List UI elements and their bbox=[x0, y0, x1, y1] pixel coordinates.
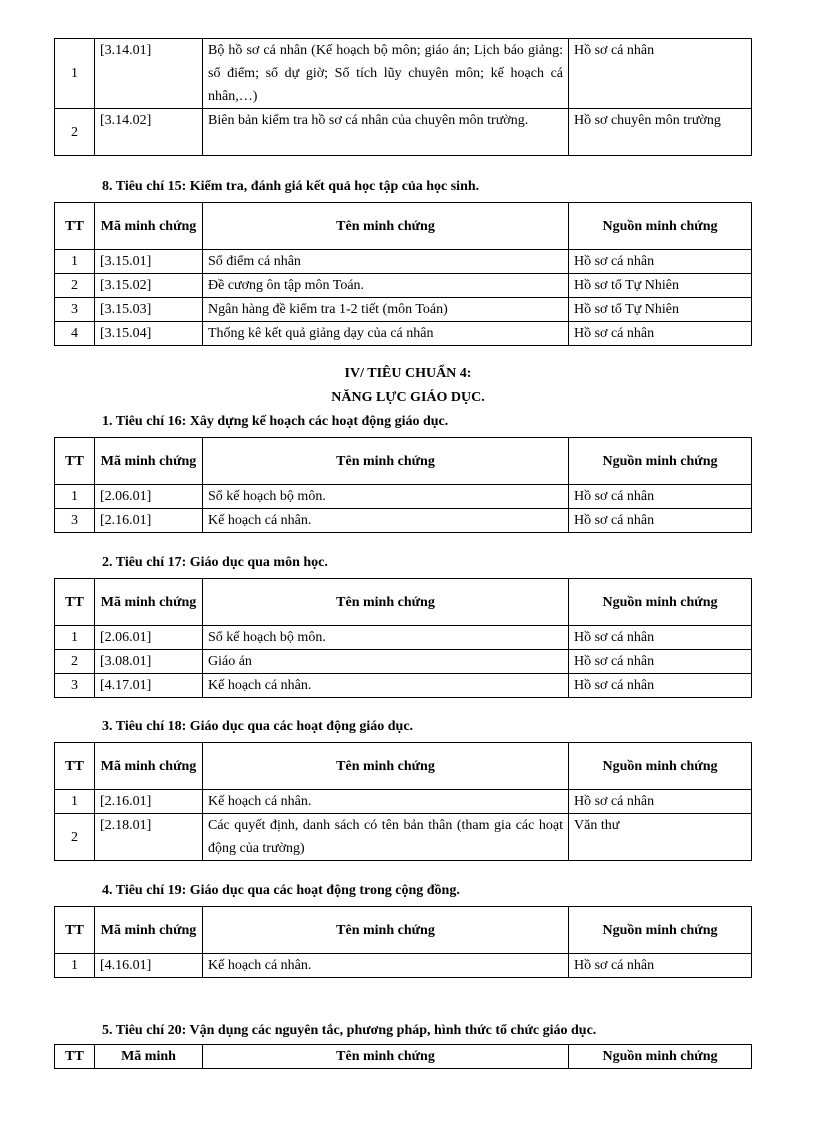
cell-code: [2.16.01] bbox=[95, 790, 203, 814]
cell-tt: 2 bbox=[55, 274, 95, 298]
cell-name: Sổ kế hoạch bộ môn. bbox=[203, 626, 569, 650]
cell-source: Hồ sơ cá nhân bbox=[569, 790, 752, 814]
header-tt: TT bbox=[55, 1045, 95, 1069]
table-row bbox=[55, 39, 752, 109]
cell-source: Hồ sơ cá nhân bbox=[569, 509, 752, 533]
cell-code: [3.15.04] bbox=[95, 322, 203, 346]
cell-code: [3.15.01] bbox=[95, 250, 203, 274]
header-code: Mã minh chứng bbox=[95, 438, 203, 485]
header-code: Mã minh bbox=[95, 1045, 203, 1069]
cell-code: [3.15.03] bbox=[95, 298, 203, 322]
cell-name: Kế hoạch cá nhân. bbox=[203, 674, 569, 698]
cell-tt: 1 bbox=[55, 250, 95, 274]
cell-tt: 3 bbox=[55, 509, 95, 533]
table-header-row bbox=[55, 579, 752, 626]
cell-tt: 2 bbox=[55, 814, 95, 861]
cell-tt: 2 bbox=[55, 109, 95, 156]
table-header-row bbox=[55, 203, 752, 250]
section-title-criterion-18: 3. Tiêu chí 18: Giáo dục qua các hoạt động giáo dục. bbox=[102, 719, 414, 734]
cell-tt: 1 bbox=[55, 790, 95, 814]
table-row bbox=[55, 509, 752, 533]
cell-source: Hồ sơ tổ Tự Nhiên bbox=[569, 298, 752, 322]
section-title-criterion-16: 1. Tiêu chí 16: Xây dựng kế hoạch các hoạt động giáo dục. bbox=[102, 414, 449, 429]
cell-name: Kế hoạch cá nhân. bbox=[203, 954, 569, 978]
cell-tt: 1 bbox=[55, 626, 95, 650]
cell-name: Bộ hồ sơ cá nhân (Kế hoạch bộ môn; giáo án; Lịch báo giảng: sổ điểm; sổ dự giờ; Sổ tích lũy chuyên môn; kế hoạch cá nhân,…) bbox=[203, 39, 569, 109]
table-row bbox=[55, 954, 752, 978]
cell-name: Biên bản kiểm tra hồ sơ cá nhân của chuyên môn trường. bbox=[203, 109, 569, 156]
cell-name: Giáo án bbox=[203, 650, 569, 674]
table-row bbox=[55, 109, 752, 156]
cell-name: Các quyết định, danh sách có tên bản thân (tham gia các hoạt động của trường) bbox=[203, 814, 569, 861]
table-criterion-17 bbox=[54, 578, 752, 698]
table-row bbox=[55, 626, 752, 650]
header-name: Tên minh chứng bbox=[203, 743, 569, 790]
header-source: Nguồn minh chứng bbox=[569, 1045, 752, 1069]
cell-source: Hồ sơ cá nhân bbox=[569, 485, 752, 509]
table-row bbox=[55, 485, 752, 509]
cell-tt: 1 bbox=[55, 954, 95, 978]
table-row bbox=[55, 322, 752, 346]
cell-code: [4.16.01] bbox=[95, 954, 203, 978]
table-criterion-19 bbox=[54, 906, 752, 978]
header-tt: TT bbox=[55, 438, 95, 485]
header-tt: TT bbox=[55, 203, 95, 250]
cell-tt: 2 bbox=[55, 650, 95, 674]
table-row bbox=[55, 250, 752, 274]
cell-source: Hồ sơ chuyên môn trường bbox=[569, 109, 752, 156]
header-source: Nguồn minh chứng bbox=[569, 438, 752, 485]
header-name: Tên minh chứng bbox=[203, 579, 569, 626]
table-header-row bbox=[55, 1045, 752, 1069]
cell-source: Hồ sơ cá nhân bbox=[569, 626, 752, 650]
header-code: Mã minh chứng bbox=[95, 579, 203, 626]
cell-code: [2.16.01] bbox=[95, 509, 203, 533]
cell-name: Kế hoạch cá nhân. bbox=[203, 509, 569, 533]
cell-tt: 1 bbox=[55, 485, 95, 509]
table-row bbox=[55, 674, 752, 698]
cell-name: Sổ kế hoạch bộ môn. bbox=[203, 485, 569, 509]
table-header-row bbox=[55, 743, 752, 790]
table-row bbox=[55, 650, 752, 674]
cell-name: Thống kê kết quả giảng dạy của cá nhân bbox=[203, 322, 569, 346]
header-code: Mã minh chứng bbox=[95, 907, 203, 954]
cell-tt: 3 bbox=[55, 298, 95, 322]
cell-code: [3.14.02] bbox=[95, 109, 203, 156]
cell-name: Ngân hàng đề kiểm tra 1-2 tiết (môn Toán) bbox=[203, 298, 569, 322]
header-tt: TT bbox=[55, 743, 95, 790]
table-criterion-14 bbox=[54, 38, 752, 156]
header-source: Nguồn minh chứng bbox=[569, 203, 752, 250]
table-row bbox=[55, 298, 752, 322]
section-title-criterion-17: 2. Tiêu chí 17: Giáo dục qua môn học. bbox=[102, 555, 328, 570]
table-criterion-16 bbox=[54, 437, 752, 533]
cell-code: [3.14.01] bbox=[95, 39, 203, 109]
table-row bbox=[55, 814, 752, 861]
standard-4-title: IV/ TIÊU CHUẨN 4: bbox=[344, 366, 472, 381]
section-title-criterion-15: 8. Tiêu chí 15: Kiểm tra, đánh giá kết quả học tập của học sinh. bbox=[102, 179, 480, 194]
cell-code: [3.15.02] bbox=[95, 274, 203, 298]
table-criterion-20 bbox=[54, 1044, 752, 1069]
header-code: Mã minh chứng bbox=[95, 743, 203, 790]
header-source: Nguồn minh chứng bbox=[569, 907, 752, 954]
table-header-row bbox=[55, 438, 752, 485]
cell-source: Hồ sơ cá nhân bbox=[569, 954, 752, 978]
cell-tt: 3 bbox=[55, 674, 95, 698]
cell-code: [2.06.01] bbox=[95, 485, 203, 509]
cell-code: [3.08.01] bbox=[95, 650, 203, 674]
standard-4-subtitle: NĂNG LỰC GIÁO DỤC. bbox=[331, 390, 485, 405]
cell-source: Văn thư bbox=[569, 814, 752, 861]
cell-tt: 4 bbox=[55, 322, 95, 346]
table-criterion-15 bbox=[54, 202, 752, 346]
cell-code: [2.18.01] bbox=[95, 814, 203, 861]
cell-source: Hồ sơ cá nhân bbox=[569, 39, 752, 109]
cell-source: Hồ sơ tổ Tự Nhiên bbox=[569, 274, 752, 298]
cell-name: Đề cương ôn tập môn Toán. bbox=[203, 274, 569, 298]
table-header-row bbox=[55, 907, 752, 954]
section-title-criterion-20: 5. Tiêu chí 20: Vận dụng các nguyên tắc, phương pháp, hình thức tổ chức giáo dục. bbox=[102, 1023, 597, 1038]
table-row bbox=[55, 274, 752, 298]
header-name: Tên minh chứng bbox=[203, 907, 569, 954]
table-criterion-18 bbox=[54, 742, 752, 861]
header-source: Nguồn minh chứng bbox=[569, 743, 752, 790]
header-name: Tên minh chứng bbox=[203, 203, 569, 250]
header-tt: TT bbox=[55, 907, 95, 954]
cell-source: Hồ sơ cá nhân bbox=[569, 250, 752, 274]
header-code: Mã minh chứng bbox=[95, 203, 203, 250]
section-title-criterion-19: 4. Tiêu chí 19: Giáo dục qua các hoạt động trong cộng đồng. bbox=[102, 883, 460, 898]
table-row bbox=[55, 790, 752, 814]
header-name: Tên minh chứng bbox=[203, 438, 569, 485]
cell-code: [2.06.01] bbox=[95, 626, 203, 650]
header-tt: TT bbox=[55, 579, 95, 626]
cell-source: Hồ sơ cá nhân bbox=[569, 322, 752, 346]
cell-name: Kế hoạch cá nhân. bbox=[203, 790, 569, 814]
header-source: Nguồn minh chứng bbox=[569, 579, 752, 626]
cell-tt: 1 bbox=[55, 39, 95, 109]
header-name: Tên minh chứng bbox=[203, 1045, 569, 1069]
cell-name: Sổ điểm cá nhân bbox=[203, 250, 569, 274]
cell-code: [4.17.01] bbox=[95, 674, 203, 698]
cell-source: Hồ sơ cá nhân bbox=[569, 650, 752, 674]
cell-source: Hồ sơ cá nhân bbox=[569, 674, 752, 698]
